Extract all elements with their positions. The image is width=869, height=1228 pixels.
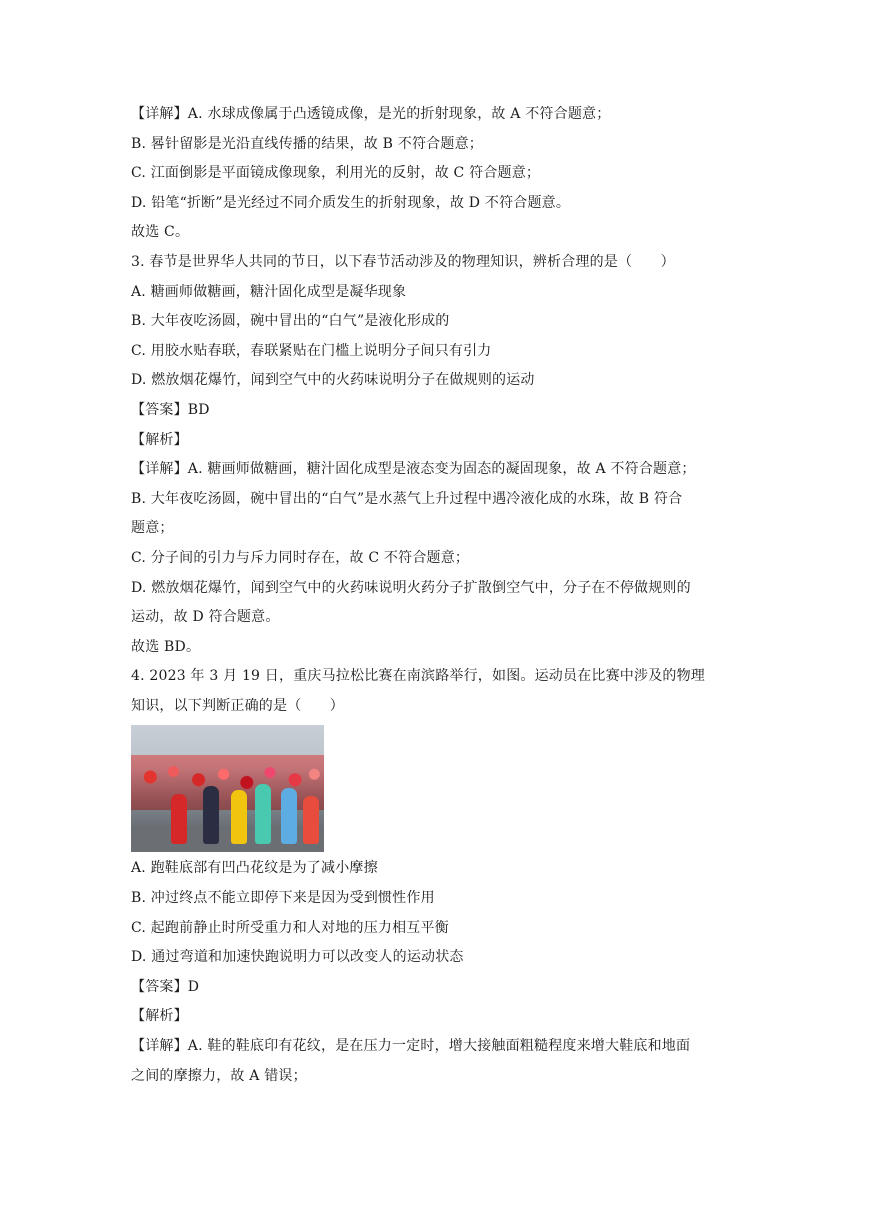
text-line: 题意； (131, 520, 174, 537)
option-d: D. 燃放烟花爆竹，闻到空气中的火药味说明分子在做规则的运动 (131, 372, 535, 389)
option-d: D. 通过弯道和加速快跑说明力可以改变人的运动状态 (131, 949, 464, 966)
option-b: B. 冲过终点不能立即停下来是因为受到惯性作用 (131, 890, 435, 907)
text-line: 故选 C。 (131, 224, 190, 241)
text-line: D. 铅笔“折断”是光经过不同介质发生的折射现象，故 D 不符合题意。 (131, 194, 571, 211)
runner-figure (231, 790, 247, 844)
runner-figure (203, 786, 219, 844)
option-a: A. 跑鞋底部有凹凸花纹是为了减小摩擦 (131, 860, 378, 877)
text-line: D. 燃放烟花爆竹，闻到空气中的火药味说明火药分子扩散倒空气中，分子在不停做规则的 (131, 579, 691, 596)
text-line: C. 江面倒影是平面镜成像现象，利用光的反射，故 C 符合题意； (131, 165, 541, 182)
text-line: 故选 BD。 (131, 638, 201, 655)
analysis-heading: 【解析】 (131, 1008, 188, 1025)
runner-figure (303, 796, 319, 844)
answer-line: 【答案】BD (131, 401, 210, 418)
text-line: 之间的摩擦力，故 A 错误； (131, 1067, 307, 1084)
text-line: 【详解】A. 水球成像属于凸透镜成像，是光的折射现象，故 A 不符合题意； (131, 106, 611, 122)
option-c: C. 起跑前静止时所受重力和人对地的压力相互平衡 (131, 919, 449, 936)
text-line: C. 分子间的引力与斥力同时存在，故 C 不符合题意； (131, 549, 470, 566)
text-line: 运动，故 D 符合题意。 (131, 609, 280, 626)
answer-line: 【答案】D (131, 978, 200, 995)
analysis-heading: 【解析】 (131, 431, 188, 448)
question-4-stem: 4. 2023 年 3 月 19 日，重庆马拉松比赛在南滨路举行，如图。运动员在比赛中涉及的物理 (131, 668, 706, 685)
runner-figure (281, 788, 297, 844)
option-c: C. 用胶水贴春联，春联紧贴在门槛上说明分子间只有引力 (131, 342, 492, 359)
marathon-photo (131, 725, 324, 852)
text-line: B. 大年夜吃汤圆，碗中冒出的“白气”是水蒸气上升过程中遇冷液化成的水珠，故 B 符合 (131, 490, 683, 507)
text-line: B. 晷针留影是光沿直线传播的结果，故 B 不符合题意； (131, 135, 483, 152)
question-4-stem-cont: 知识，以下判断正确的是（ ） (131, 697, 344, 714)
runner-figure (171, 794, 187, 844)
option-b: B. 大年夜吃汤圆，碗中冒出的“白气”是液化形成的 (131, 313, 450, 330)
text-line: 【详解】A. 鞋的鞋底印有花纹，是在压力一定时，增大接触面粗糙程度来增大鞋底和地面 (131, 1038, 691, 1055)
text-line: 【详解】A. 糖画师做糖画，糖汁固化成型是液态变为固态的凝固现象，故 A 不符合题意； (131, 461, 696, 478)
option-a: A. 糖画师做糖画，糖汁固化成型是凝华现象 (131, 283, 407, 300)
runner-figure (255, 784, 271, 844)
document-page (131, 100, 741, 1091)
question-3-stem: 3. 春节是世界华人共同的节日，以下春节活动涉及的物理知识，辨析合理的是（ ） (131, 253, 675, 270)
